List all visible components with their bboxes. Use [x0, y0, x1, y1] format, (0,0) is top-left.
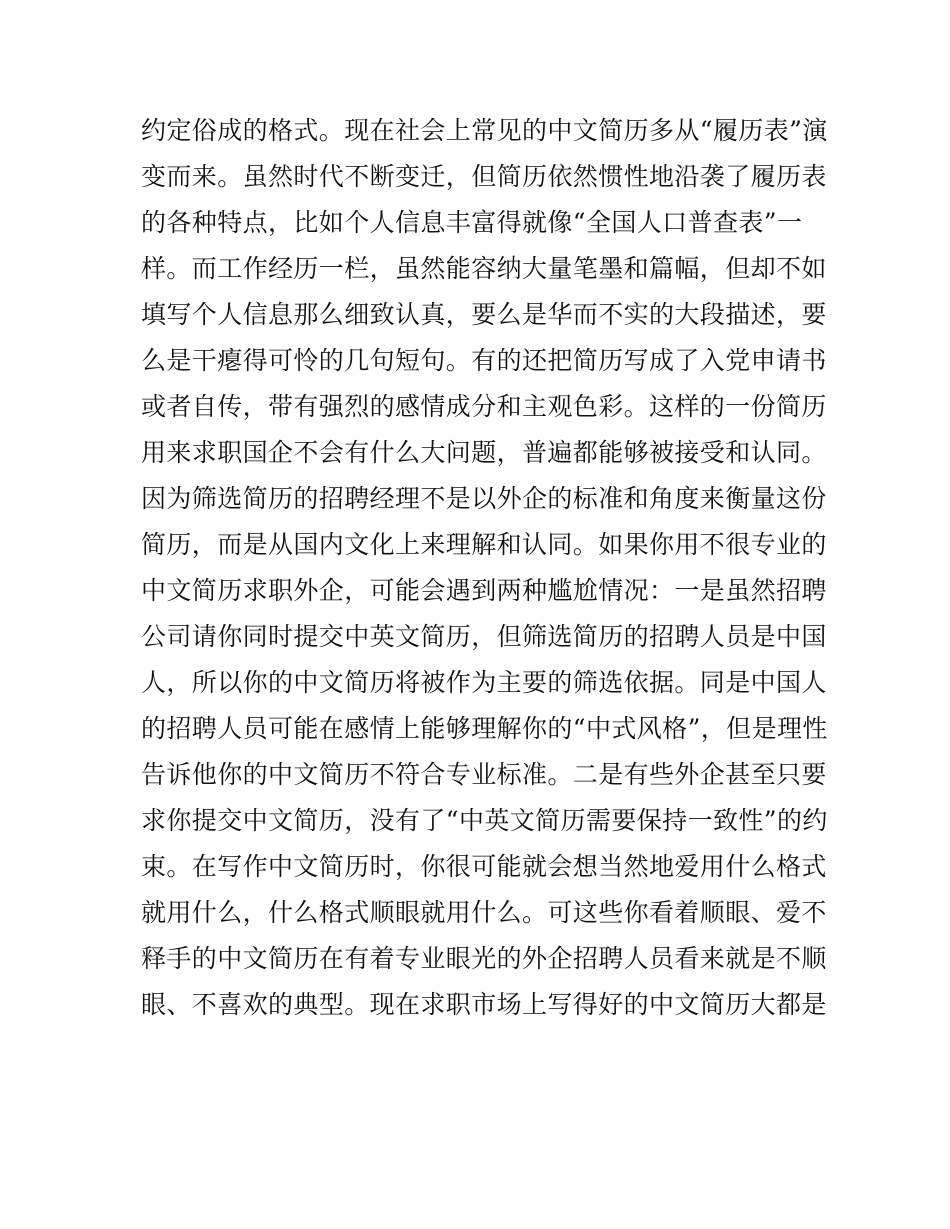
text-line: 公司请你同时提交中英文简历，但筛选简历的招聘人员是中国 [141, 622, 827, 651]
text-line: 填写个人信息那么细致认真，要么是华而不实的大段描述，要 [141, 300, 827, 329]
text-line: 告诉他你的中文简历不符合专业标准。二是有些外企甚至只要 [141, 760, 827, 789]
text-line: 人，所以你的中文简历将被作为主要的筛选依据。同是中国人 [141, 668, 827, 697]
text-line: 中文简历求职外企，可能会遇到两种尴尬情况：一是虽然招聘 [141, 576, 827, 605]
body-paragraph [141, 108, 828, 1028]
text-line: 求你提交中文简历，没有了“中英文简历需要保持一致性”的约 [141, 806, 828, 835]
text-line: 眼、不喜欢的典型。现在求职市场上写得好的中文简历大都是 [141, 990, 827, 1019]
text-line: 变而来。虽然时代不断变迁，但简历依然惯性地沿袭了履历表 [141, 162, 827, 191]
text-line: 的各种特点，比如个人信息丰富得就像“全国人口普查表”一 [141, 208, 803, 237]
text-line: 释手的中文简历在有着专业眼光的外企招聘人员看来就是不顺 [141, 944, 827, 973]
text-line: 约定俗成的格式。现在社会上常见的中文简历多从“履历表”演 [141, 116, 828, 145]
text-line: 束。在写作中文简历时，你很可能就会想当然地爱用什么格式 [141, 852, 827, 881]
text-line: 或者自传，带有强烈的感情成分和主观色彩。这样的一份简历 [141, 392, 827, 421]
text-line: 么是干瘪得可怜的几句短句。有的还把简历写成了入党申请书 [141, 346, 827, 375]
text-line: 简历，而是从国内文化上来理解和认同。如果你用不很专业的 [141, 530, 827, 559]
text-line: 的招聘人员可能在感情上能够理解你的“中式风格”，但是理性 [141, 714, 828, 743]
text-line: 样。而工作经历一栏，虽然能容纳大量笔墨和篇幅，但却不如 [141, 254, 827, 283]
text-line: 因为筛选简历的招聘经理不是以外企的标准和角度来衡量这份 [141, 484, 827, 513]
text-line: 就用什么，什么格式顺眼就用什么。可这些你看着顺眼、爱不 [141, 898, 827, 927]
text-line: 用来求职国企不会有什么大问题，普遍都能够被接受和认同。 [141, 438, 827, 467]
